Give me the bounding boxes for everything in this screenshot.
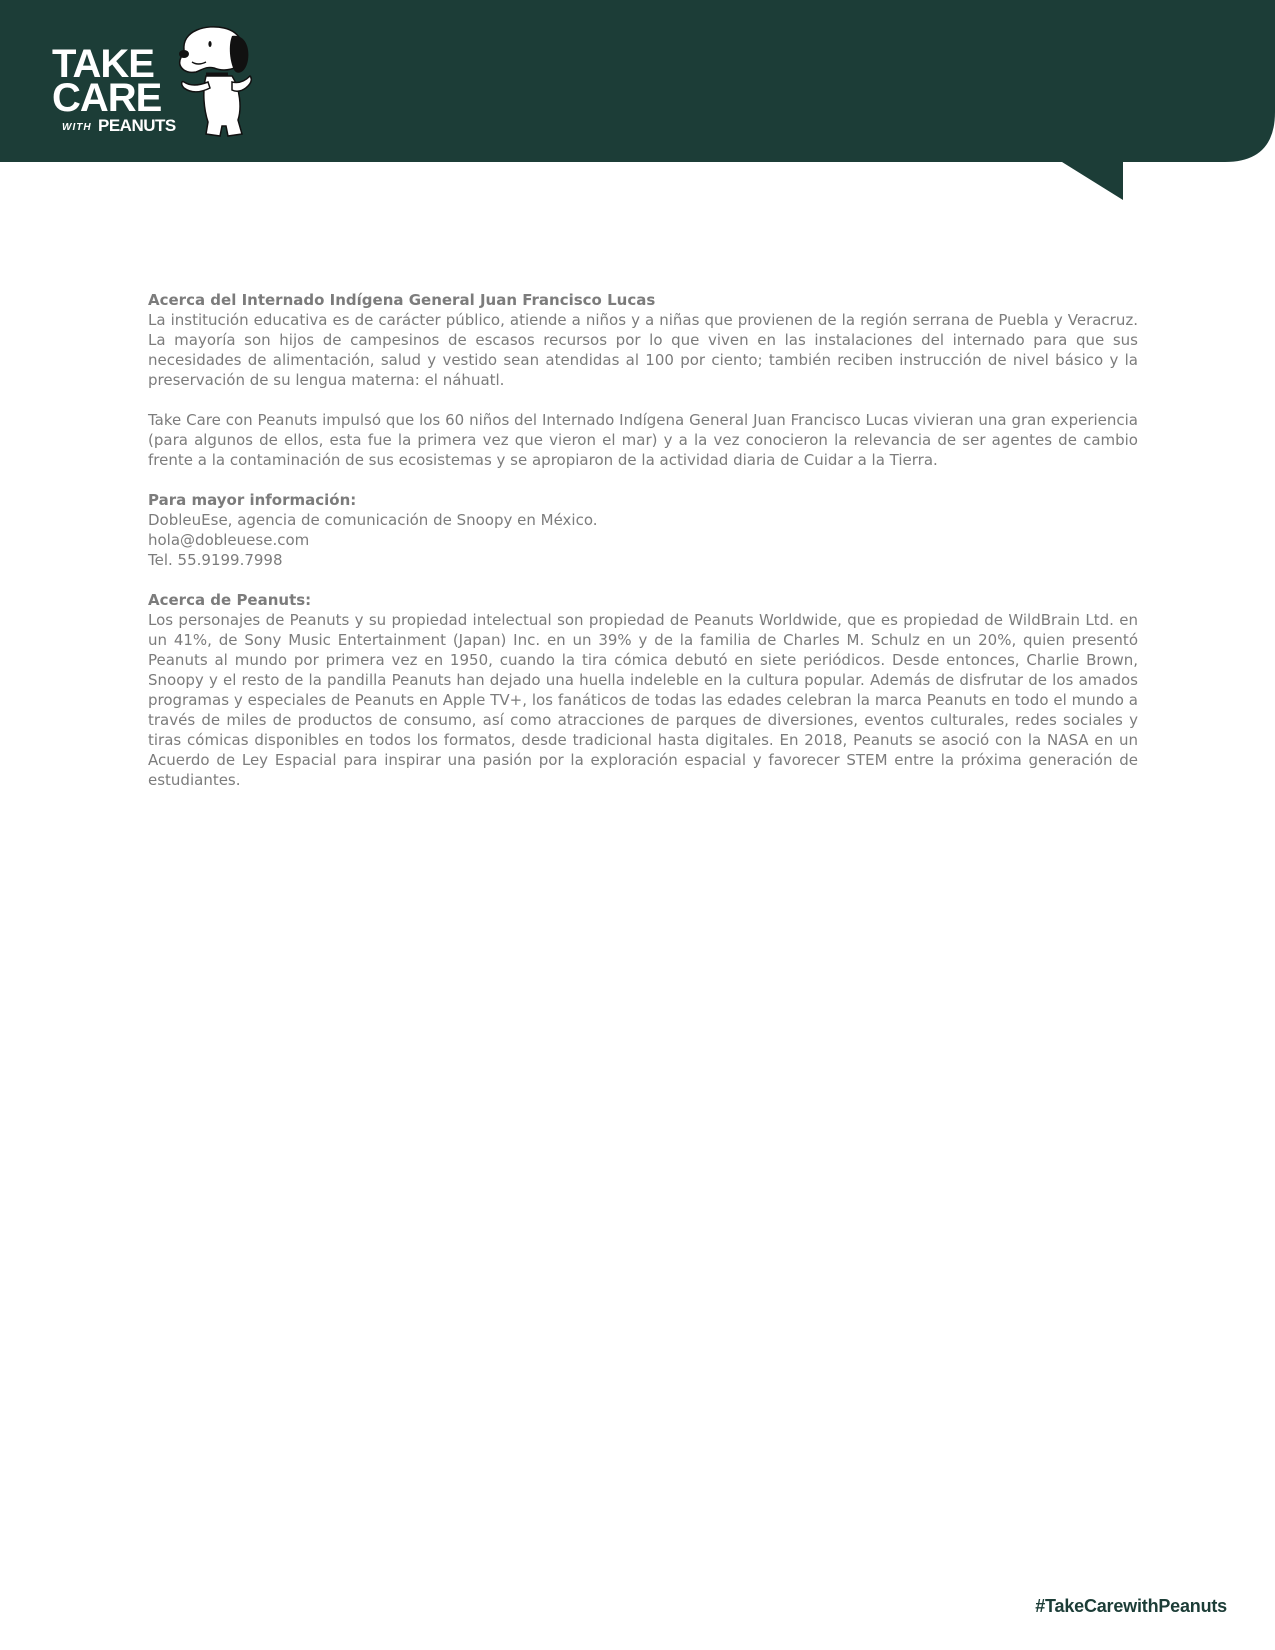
info-heading: Para mayor información:: [148, 491, 357, 509]
document-body: [148, 290, 1138, 790]
info-agency: DobleuEse, agencia de comunicación de Snoopy en México.: [148, 511, 598, 529]
logo-take-text: TAKE: [52, 42, 154, 86]
logo-with-text: WITH: [62, 122, 92, 133]
peanuts-heading: Acerca de Peanuts:: [148, 591, 312, 609]
paragraph-spacer: [148, 470, 1138, 490]
logo-care-text: CARE: [52, 76, 162, 120]
footer-hashtag: #TakeCarewithPeanuts: [1035, 1596, 1227, 1616]
info-phone: Tel. 55.9199.7998: [148, 551, 283, 569]
internado-heading: Acerca del Internado Indígena General Juan Francisco Lucas: [148, 291, 656, 309]
snoopy-icon: [162, 22, 252, 140]
logo-peanuts-text: PEANUTS: [98, 116, 176, 135]
paragraph-spacer: [148, 570, 1138, 590]
info-email: hola@dobleuese.com: [148, 531, 310, 549]
internado-paragraph-2: Take Care con Peanuts impulsó que los 60 niños del Internado Indígena General Juan Francisco Lucas vivieran una gran experiencia (para algunos de ellos, esta fue la primera vez que vieron el mar) y a la vez conocieron la relevancia de ser agentes de cambio frente a la contaminación de sus ecosistemas y se apropiaron de la actividad diaria de Cuidar a la Tierra.: [148, 411, 1138, 469]
paragraph-spacer: [148, 390, 1138, 410]
take-care-logo: [52, 22, 252, 142]
internado-paragraph-1: La institución educativa es de carácter público, atiende a niños y a niñas que provienen de la región serrana de Puebla y Veracruz. La mayoría son hijos de campesinos de escasos recursos por lo que viven en las instalaciones del internado para que sus necesidades de alimentación, salud y vestido sean atendidas al 100 por ciento; también reciben instrucción de nivel básico y la preservación de su lengua materna: el náhuatl.: [148, 311, 1138, 389]
peanuts-paragraph: Los personajes de Peanuts y su propiedad intelectual son propiedad de Peanuts Worldwide, que es propiedad de WildBrain Ltd. en un 41%, de Sony Music Entertainment (Japan) Inc. en un 39% y de la familia de Charles M. Schulz en un 20%, quien presentó Peanuts al mundo por primera vez en 1950, cuando la tira cómica debutó en siete periódicos. Desde entonces, Charlie Brown, Snoopy y el resto de la pandilla Peanuts han dejado una huella indeleble en la cultura popular. Además de disfrutar de los amados programas y especiales de Peanuts en Apple TV+, los fanáticos de todas las edades celebran la marca Peanuts en todo el mundo a través de miles de productos de consumo, así como atracciones de parques de diversiones, eventos culturales, redes sociales y tiras cómicas disponibles en todos los formatos, desde tradicional hasta digitales. En 2018, Peanuts se asoció con la NASA en un Acuerdo de Ley Espacial para inspirar una pasión por la exploración espacial y favorecer STEM entre la próxima generación de estudiantes.: [148, 611, 1138, 789]
